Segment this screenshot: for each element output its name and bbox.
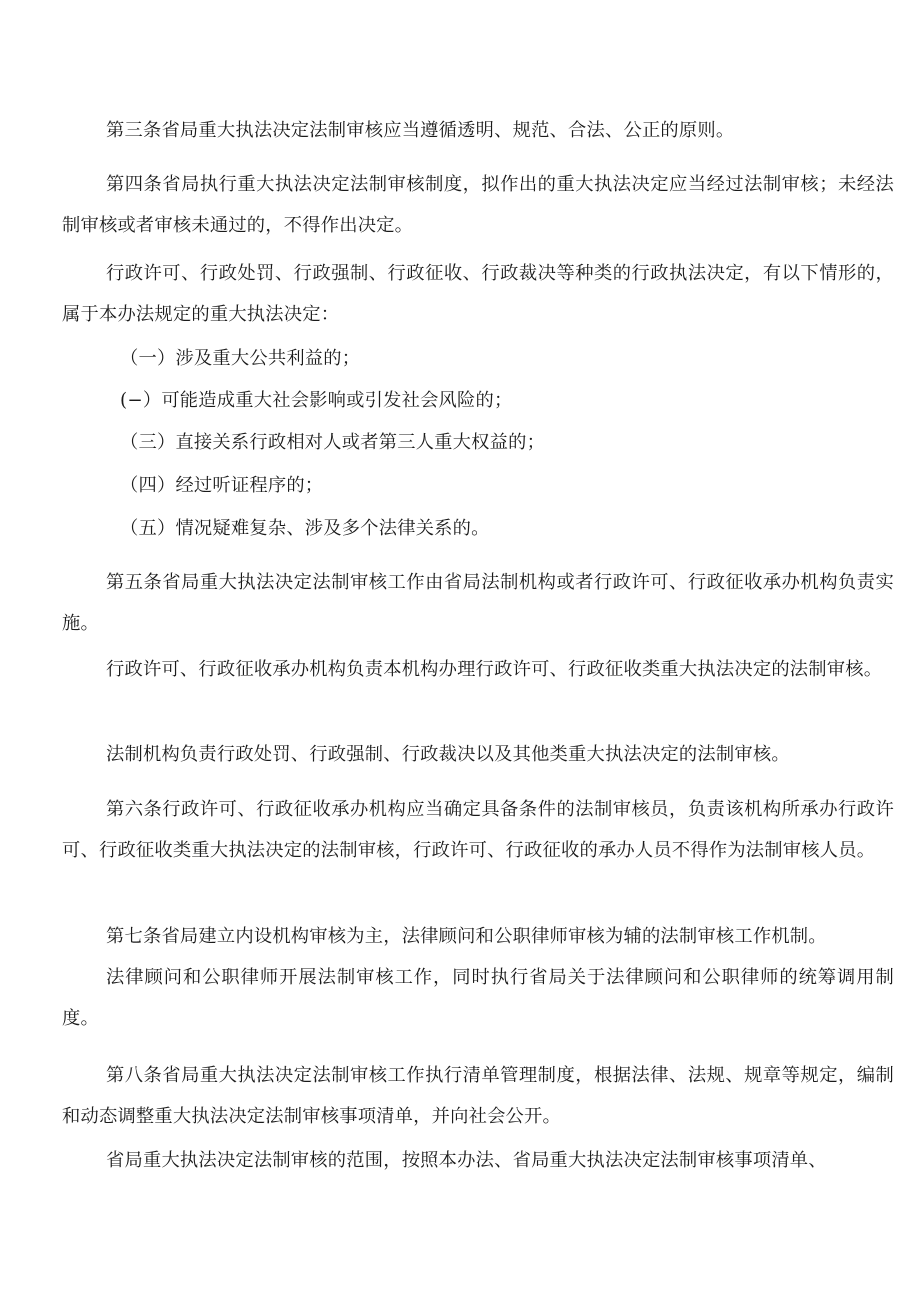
list-item-1: （一）涉及重大公共利益的；: [120, 348, 361, 369]
article-8-paragraph: 第八条省局重大执法决定法制审核工作执行清单管理制度，根据法律、法规、规章等规定，编制和动态调整重大执法决定法制审核事项清单，并向社会公开。: [62, 1065, 894, 1127]
article-6-paragraph: 第六条行政许可、行政征收承办机构应当确定具备条件的法制审核员，负责该机构所承办行政许可、行政征收类重大执法决定的法制审核，行政许可、行政征收的承办人员不得作为法制审核人员。: [62, 799, 894, 861]
article-5-paragraph: 第五条省局重大执法决定法制审核工作由省局法制机构或者行政许可、行政征收承办机构负责实施。: [62, 572, 894, 634]
list-item-5: （五）情况疑难复杂、涉及多个法律关系的。: [120, 518, 490, 539]
list-item-3: （三）直接关系行政相对人或者第三人重大权益的；: [120, 432, 546, 453]
review-scope-paragraph: 省局重大执法决定法制审核的范围，按照本办法、省局重大执法决定法制审核事项清单、: [106, 1150, 827, 1171]
article-7-paragraph: 第七条省局建立内设机构审核为主，法律顾问和公职律师审核为辅的法制审核工作机制。: [106, 926, 827, 947]
licensing-unit-review-paragraph: 行政许可、行政征收承办机构负责本机构办理行政许可、行政征收类重大执法决定的法制审核。: [106, 659, 883, 680]
list-item-4: （四）经过听证程序的；: [120, 475, 324, 496]
article-4-paragraph: 第四条省局执行重大执法决定法制审核制度，拟作出的重大执法决定应当经过法制审核；未经法制审核或者审核未通过的，不得作出决定。: [62, 174, 894, 236]
list-item-2: (−）可能造成重大社会影响或引发社会风险的；: [120, 390, 513, 411]
major-decision-scope-paragraph: 行政许可、行政处罚、行政强制、行政征收、行政裁决等种类的行政执法决定，有以下情形的，属于本办法规定的重大执法决定：: [62, 263, 894, 325]
legal-office-review-paragraph: 法制机构负责行政处罚、行政强制、行政裁决以及其他类重大执法决定的法制审核。: [106, 744, 790, 765]
legal-counsel-paragraph: 法律顾问和公职律师开展法制审核工作，同时执行省局关于法律顾问和公职律师的统筹调用制度。: [62, 967, 894, 1029]
article-3-paragraph: 第三条省局重大执法决定法制审核应当遵循透明、规范、合法、公正的原则。: [106, 120, 735, 141]
